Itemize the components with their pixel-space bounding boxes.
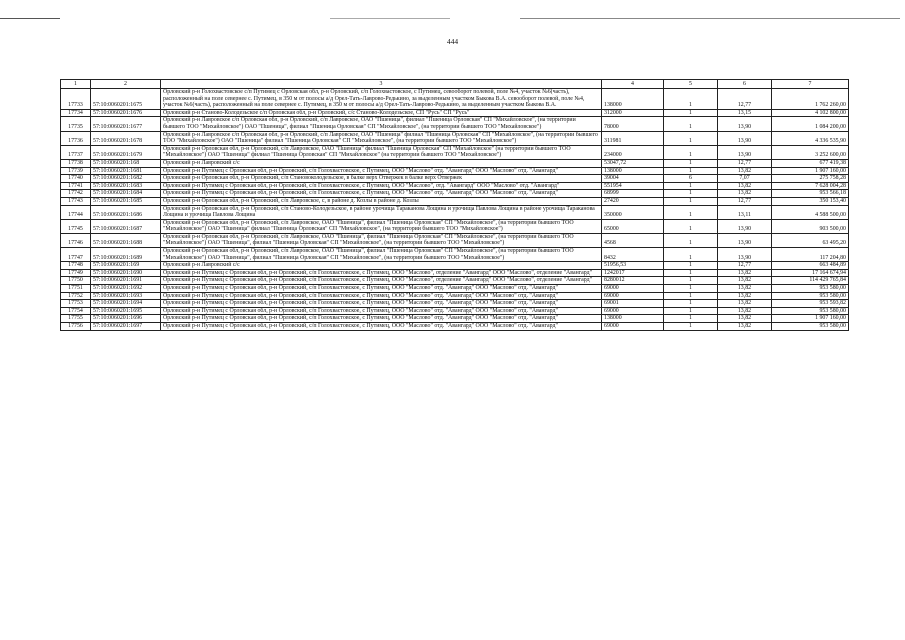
category-code: 1	[664, 117, 718, 131]
cadastral-value: 953 580,00	[772, 323, 849, 331]
cadastral-number: 57:10:0060201:1694	[91, 300, 161, 308]
cadastral-value: 1 907 160,00	[772, 167, 849, 175]
specific-value: 13,82	[718, 277, 772, 285]
table-row	[61, 323, 849, 331]
table-row	[61, 109, 849, 117]
cadastral-number: 57:10:0060201:1679	[91, 145, 161, 159]
specific-value: 13,82	[718, 269, 772, 277]
row-number: 17755	[61, 315, 91, 323]
category-code: 1	[664, 323, 718, 331]
row-number: 17741	[61, 182, 91, 190]
location-description: Орловский р-н Орловская обл, р-н Орловский, с/п Лавровское, ОАО "Пшеница", филиал "Пшеница Орловская" СП "Михайловское", (на территории бывшего ТОО "Михайловское") ОАО "Пшеница" филиал "Пшеница Орловская" СП "Михайловское", (на территории бывшего ТОО "Михайловское")	[161, 219, 602, 233]
cadastral-number: 57:10:0060201:169	[91, 262, 161, 270]
area-value: 39004	[602, 175, 664, 183]
category-code: 1	[664, 248, 718, 262]
specific-value: 13,90	[718, 131, 772, 145]
table-row	[61, 262, 849, 270]
table-row	[61, 219, 849, 233]
location-description: Орловский р-н Лавровское с/п Орловская обл, р-н Орловский, с/п Лавровское, ОАО "Пшеница", филиал "Пшеница Орловская" СП "Михайловское", (на территории бывшего ТОО "Михайловское") ОАО "Пшеница", филиал "Пшеница Орловская" СП "Михайловское", (на территории бывшего ТОО "Михайловское")	[161, 117, 602, 131]
table-row	[61, 277, 849, 285]
row-number: 17743	[61, 197, 91, 205]
specific-value: 13,90	[718, 219, 772, 233]
location-description: Орловский р-н Голохвастовское с/п Путимец с Орловская обл, р-н Орловский, с/п Голохвастовское, с Путимец, севооборот полевой, поле №4, участок №6(часть), расположенный на поле севернее с. Путимец, в 350 м от полосы а/д Орел-Тать-Лаврово-Редькино, за выделенным участком Быкова В.А. севооборот полевой, поле №4, участок №6(часть), расположенный на поле севернее с. Путимец, в 350 м от полосы а/д Орел-Тать-Лаврово-Редькино, за выделенным участком Быкова В.А.	[161, 89, 602, 110]
header-cell: 5	[664, 80, 718, 89]
category-code: 1	[664, 205, 718, 219]
location-description: Орловский р-н Орловская обл, р-н Орловский, с/п Становоколодезьское, в балке верх Отвержек в балке верх Отвержек	[161, 175, 602, 183]
location-description: Орловский р-н Орловская обл, р-н Орловский, с/п Лавровское, ОАО "Пшеница", филиал "Пшеница Орловская" СП "Михайловское", (на территории бывшего ТОО "Михайловское") ОАО "Пшеница", филиал "Пшеница Орловская" СП "Михайловское", (на территории бывшего ТОО "Михайловское")	[161, 248, 602, 262]
category-code: 1	[664, 307, 718, 315]
cadastral-number: 57:10:0060201:1682	[91, 175, 161, 183]
area-value: 69000	[602, 307, 664, 315]
table-row	[61, 182, 849, 190]
location-description: Орловский р-н Орловская обл, р-н Орловский, с/п Лавровское, с, в районе д. Козлы в районе д. Козлы	[161, 197, 602, 205]
cadastral-value: 4 102 800,00	[772, 109, 849, 117]
header-cell: 4	[602, 80, 664, 89]
row-number: 17742	[61, 190, 91, 198]
area-value: 78000	[602, 117, 664, 131]
category-code: 1	[664, 159, 718, 167]
location-description: Орловский р-н Путимец с Орловская обл, р-н Орловский, с/п Голохвастовское, с Путимец, ООО "Маслово" отд. "Авангард" ООО "Маслово" отд. "Авангард"	[161, 292, 602, 300]
table-row	[61, 131, 849, 145]
row-number: 17756	[61, 323, 91, 331]
table-row	[61, 117, 849, 131]
row-number: 17752	[61, 292, 91, 300]
cadastral-number: 57:10:0060201:1677	[91, 117, 161, 131]
category-code: 1	[664, 167, 718, 175]
table-row	[61, 233, 849, 247]
cadastral-value: 903 500,00	[772, 219, 849, 233]
header-cell: 7	[772, 80, 849, 89]
location-description: Орловский р-н Путимец с Орловская обл, р-н Орловский, с/п Голохвастовское, с Путимец, ООО "Маслово" отд. "Авангард" ООО "Маслово" отд. "Авангард"	[161, 300, 602, 308]
cadastral-number: 57:10:0060201:1675	[91, 89, 161, 110]
header-row	[61, 80, 849, 89]
cadastral-value: 7 628 004,28	[772, 182, 849, 190]
row-number: 17737	[61, 145, 91, 159]
cadastral-value: 63 495,20	[772, 233, 849, 247]
row-number: 17754	[61, 307, 91, 315]
cadastral-number: 57:10:0060201:1681	[91, 167, 161, 175]
cadastral-number: 57:10:0060201:1686	[91, 205, 161, 219]
category-code: 1	[664, 277, 718, 285]
row-number: 17738	[61, 159, 91, 167]
page-number: 444	[446, 37, 459, 46]
scan-artifact-right	[520, 18, 900, 19]
category-code: 1	[664, 131, 718, 145]
area-value: 551954	[602, 182, 664, 190]
cadastral-number: 57:10:0060201:1695	[91, 307, 161, 315]
table-row	[61, 248, 849, 262]
table-row	[61, 145, 849, 159]
row-number: 17748	[61, 262, 91, 270]
table-row	[61, 89, 849, 110]
area-value: 311981	[602, 131, 664, 145]
area-value: 53047,72	[602, 159, 664, 167]
category-code: 1	[664, 219, 718, 233]
cadastral-number: 57:10:0060201:1696	[91, 315, 161, 323]
location-description: Орловский р-н Лавровский с/с	[161, 262, 602, 270]
specific-value: 13,90	[718, 117, 772, 131]
specific-value: 13,15	[718, 109, 772, 117]
table-row	[61, 175, 849, 183]
row-number: 17746	[61, 233, 91, 247]
cadastral-value: 663 484,89	[772, 262, 849, 270]
row-number: 17745	[61, 219, 91, 233]
table-row	[61, 307, 849, 315]
location-description: Орловский р-н Путимец с Орловская обл, р-н Орловский, с/п Голохвастовское, с Путимец, ООО "Маслово" отд. "Авангард" ООО "Маслово" отд. "Авангард"	[161, 190, 602, 198]
specific-value: 7,07	[718, 175, 772, 183]
specific-value: 13,82	[718, 190, 772, 198]
specific-value: 12,77	[718, 159, 772, 167]
area-value: 4568	[602, 233, 664, 247]
cadastral-table	[60, 79, 849, 331]
category-code: 1	[664, 233, 718, 247]
specific-value: 12,77	[718, 197, 772, 205]
cadastral-value: 953 593,82	[772, 300, 849, 308]
cadastral-number: 57:10:0060201:1676	[91, 109, 161, 117]
area-value: 8432	[602, 248, 664, 262]
category-code: 1	[664, 262, 718, 270]
specific-value: 13,82	[718, 292, 772, 300]
area-value: 27420	[602, 197, 664, 205]
area-value: 350000	[602, 205, 664, 219]
specific-value: 12,77	[718, 89, 772, 110]
cadastral-number: 57:10:0060201:1693	[91, 292, 161, 300]
cadastral-number: 57:10:0060201:1684	[91, 190, 161, 198]
location-description: Орловский р-н Лавровский с/с	[161, 159, 602, 167]
cadastral-value: 1 084 200,00	[772, 117, 849, 131]
cadastral-number: 57:10:0060201:1690	[91, 269, 161, 277]
category-code: 1	[664, 292, 718, 300]
scan-artifact-left	[0, 18, 60, 19]
area-value: 138000	[602, 89, 664, 110]
area-value: 68999	[602, 190, 664, 198]
table-row	[61, 159, 849, 167]
area-value: 69001	[602, 300, 664, 308]
header-cell: 2	[91, 80, 161, 89]
cadastral-value: 114 429 765,84	[772, 277, 849, 285]
cadastral-value: 3 252 600,00	[772, 145, 849, 159]
cadastral-number: 57:10:0060201:1683	[91, 182, 161, 190]
cadastral-number: 57:10:0060201:1689	[91, 248, 161, 262]
specific-value: 13,90	[718, 248, 772, 262]
specific-value: 13,82	[718, 285, 772, 293]
category-code: 1	[664, 285, 718, 293]
cadastral-value: 275 758,28	[772, 175, 849, 183]
specific-value: 13,82	[718, 307, 772, 315]
cadastral-number: 57:10:0060201:168	[91, 159, 161, 167]
table-row	[61, 315, 849, 323]
category-code: 1	[664, 269, 718, 277]
location-description: Орловский р-н Путимец с Орловская обл, р-н Орловский, с/п Голохвастовское, с Путимец, ООО "Маслово", отделение "Авангард" ООО "Маслово", отделение "Авангард"	[161, 269, 602, 277]
scan-artifact-mid	[330, 18, 450, 19]
table-row	[61, 205, 849, 219]
location-description: Орловский р-н Путимец с Орловская обл, р-н Орловский, с/п Голохвастовское, с Путимец, ООО "Маслово" отд. "Авангард" ООО "Маслово" отд. "Авангард"	[161, 323, 602, 331]
category-code: 1	[664, 315, 718, 323]
header-cell: 3	[161, 80, 602, 89]
table-row	[61, 167, 849, 175]
cadastral-value: 953 580,00	[772, 307, 849, 315]
location-description: Орловский р-н Путимец с Орловская обл, р-н Орловский, с/п Голохвастовское, с Путимец, ООО "Маслово", отд. "Авангард" ООО "Маслово" отд. "Авангард"	[161, 182, 602, 190]
cadastral-value: 677 419,38	[772, 159, 849, 167]
category-code: 1	[664, 109, 718, 117]
category-code: 1	[664, 190, 718, 198]
location-description: Орловский р-н Станово-Колодезьское с/п Орловская обл, р-н Орловский, с/с Станово-Колодезьское, СП "Русь" СП "Русь"	[161, 109, 602, 117]
cadastral-value: 17 164 674,94	[772, 269, 849, 277]
cadastral-number: 57:10:0060201:1678	[91, 131, 161, 145]
category-code: 6	[664, 175, 718, 183]
row-number: 17735	[61, 117, 91, 131]
cadastral-value: 117 204,80	[772, 248, 849, 262]
row-number: 17744	[61, 205, 91, 219]
area-value: 234000	[602, 145, 664, 159]
category-code: 1	[664, 197, 718, 205]
location-description: Орловский р-н Орловская обл, р-н Орловский, с/п Лавровское, ОАО "Пшеница", филиал "Пшеница Орловская" СП "Михайловское", (на территории бывшего ТОО "Михайловское") ОАО "Пшеница", филиал "Пшеница Орловская" СП "Михайловское", (на территории бывшего ТОО "Михайловское")	[161, 233, 602, 247]
row-number: 17749	[61, 269, 91, 277]
header-cell: 1	[61, 80, 91, 89]
row-number: 17750	[61, 277, 91, 285]
location-description: Орловский р-н Орловская обл, р-н Орловский, с/п Лавровское, ОАО "Пшеница" филиал "Пшеница Орловская" СП "Михайловское" (на территории бывшего ТОО "Михайловское") ОАО "Пшеница" филиал "Пшеница Орловская" СП "Михайловское" (на территории бывшего ТОО "Михайловское")	[161, 145, 602, 159]
category-code: 1	[664, 300, 718, 308]
area-value: 138000	[602, 167, 664, 175]
area-value: 51956,53	[602, 262, 664, 270]
cadastral-number: 57:10:0060201:1685	[91, 197, 161, 205]
cadastral-value: 1 762 260,00	[772, 89, 849, 110]
row-number: 17733	[61, 89, 91, 110]
table-row	[61, 269, 849, 277]
cadastral-value: 4 588 500,00	[772, 205, 849, 219]
specific-value: 13,82	[718, 300, 772, 308]
table-row	[61, 190, 849, 198]
area-value: 69000	[602, 323, 664, 331]
area-value: 1242017	[602, 269, 664, 277]
location-description: Орловский р-н Лавровское с/п Орловская обл, р-н Орловский, с/п Лавровское, ОАО "Пшеница" филиал "Пшеница Орловская" СП "Михайловское", (на территории бывшего ТОО "Михайловское") ОАО "Пшеница" филиал "Пшеница Орловская" СП "Михайловское", (на территории бывшего ТОО "Михайловское")	[161, 131, 602, 145]
location-description: Орловский р-н Орловская обл, р-н Орловский, с/п Станово-Колодезьское, в районе урочища Тараканова Лощина и урочища Павлова Лощина в районе урочища Тараканова Лощина и урочища Павлова Лощина	[161, 205, 602, 219]
category-code: 1	[664, 182, 718, 190]
category-code: 1	[664, 145, 718, 159]
cadastral-number: 57:10:0060201:1691	[91, 277, 161, 285]
cadastral-value: 1 907 160,00	[772, 315, 849, 323]
location-description: Орловский р-н Путимец с Орловская обл, р-н Орловский, с/п Голохвастовское, с Путимец, ООО "Маслово", отделение "Авангард" ООО "Маслово", отделение "Авангард"	[161, 277, 602, 285]
cadastral-number: 57:10:0060201:1687	[91, 219, 161, 233]
table-row	[61, 285, 849, 293]
specific-value: 13,82	[718, 167, 772, 175]
specific-value: 13,82	[718, 182, 772, 190]
area-value: 69000	[602, 292, 664, 300]
row-number: 17736	[61, 131, 91, 145]
header-cell: 6	[718, 80, 772, 89]
location-description: Орловский р-н Путимец с Орловская обл, р-н Орловский, с/п Голохвастовское, с Путимец, ООО "Маслово" отд. "Авангард" ООО "Маслово" отд. "Авангард"	[161, 315, 602, 323]
cadastral-value: 953 580,00	[772, 285, 849, 293]
specific-value: 13,90	[718, 145, 772, 159]
cadastral-number: 57:10:0060201:1688	[91, 233, 161, 247]
location-description: Орловский р-н Путимец с Орловская обл, р-н Орловский, с/п Голохвастовское, с Путимец, ООО "Маслово" отд. "Авангард" ООО "Маслово" отд. "Авангард"	[161, 307, 602, 315]
specific-value: 12,77	[718, 262, 772, 270]
cadastral-value: 350 153,40	[772, 197, 849, 205]
row-number: 17751	[61, 285, 91, 293]
area-value: 8280012	[602, 277, 664, 285]
row-number: 17734	[61, 109, 91, 117]
area-value: 69000	[602, 285, 664, 293]
table-row	[61, 292, 849, 300]
cadastral-value: 953 580,00	[772, 292, 849, 300]
specific-value: 13,90	[718, 233, 772, 247]
cadastral-value: 4 336 535,90	[772, 131, 849, 145]
cadastral-number: 57:10:0060201:1697	[91, 323, 161, 331]
cadastral-number: 57:10:0060201:1692	[91, 285, 161, 293]
location-description: Орловский р-н Путимец с Орловская обл, р-н Орловский, с/п Голохвастовское, с Путимец, ООО "Маслово" отд. "Авангард" ООО "Маслово" отд. "Авангард"	[161, 167, 602, 175]
specific-value: 13,82	[718, 315, 772, 323]
area-value: 65000	[602, 219, 664, 233]
category-code: 1	[664, 89, 718, 110]
table-row	[61, 300, 849, 308]
specific-value: 13,11	[718, 205, 772, 219]
cadastral-value: 953 566,18	[772, 190, 849, 198]
specific-value: 13,82	[718, 323, 772, 331]
row-number: 17740	[61, 175, 91, 183]
row-number: 17753	[61, 300, 91, 308]
location-description: Орловский р-н Путимец с Орловская обл, р-н Орловский, с/п Голохвастовское, с Путимец, ООО "Маслово" отд. "Авангард" ООО "Маслово" отд. "Авангард"	[161, 285, 602, 293]
area-value: 138000	[602, 315, 664, 323]
table-row	[61, 197, 849, 205]
row-number: 17739	[61, 167, 91, 175]
row-number: 17747	[61, 248, 91, 262]
area-value: 312000	[602, 109, 664, 117]
